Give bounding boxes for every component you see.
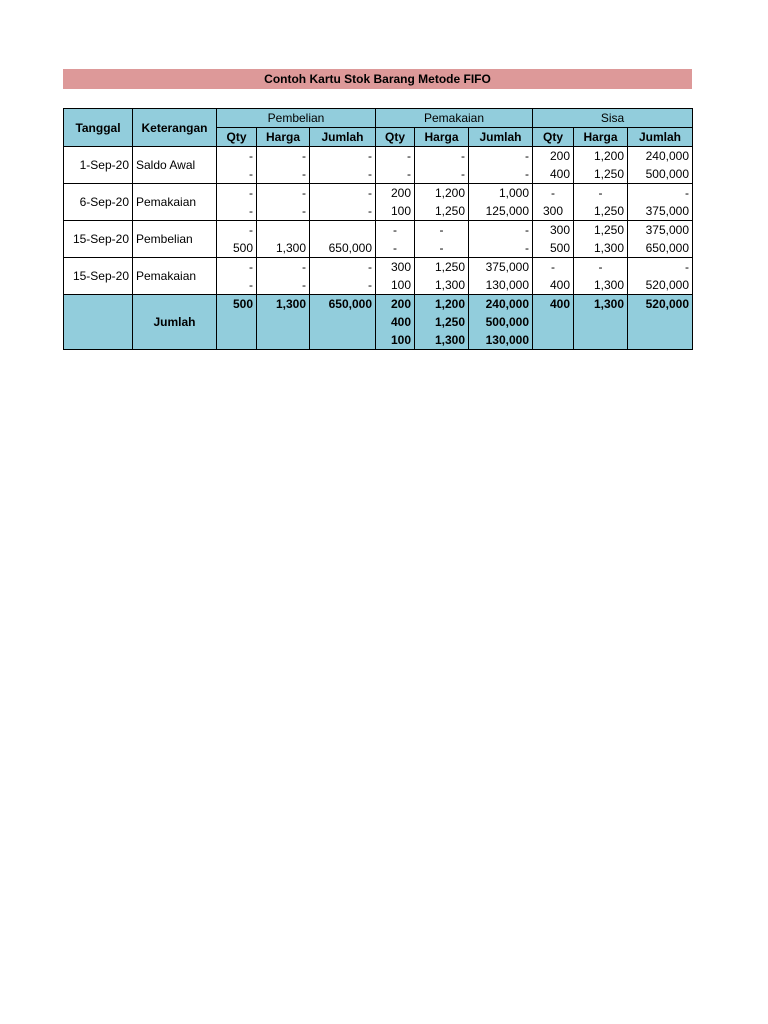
table-row — [64, 258, 693, 277]
total-value-cell: 100 — [376, 331, 415, 350]
value-cell: 100 — [376, 276, 415, 295]
entry-group — [64, 258, 693, 295]
date-cell: 15-Sep-20 — [64, 221, 133, 258]
value-cell: 400 — [533, 276, 574, 295]
header-pemakaian: Pemakaian — [376, 109, 533, 128]
total-date-cell — [64, 295, 133, 350]
value-cell: - — [310, 202, 376, 221]
value-cell: - — [310, 258, 376, 277]
value-cell — [257, 221, 310, 240]
header-jumlah: Jumlah — [310, 128, 376, 147]
value-cell: - — [257, 165, 310, 184]
value-cell: 1,250 — [415, 202, 469, 221]
value-cell: 500,000 — [628, 165, 693, 184]
value-cell: 1,250 — [574, 202, 628, 221]
value-cell: - — [469, 147, 533, 166]
value-cell: - — [257, 276, 310, 295]
header-qty: Qty — [376, 128, 415, 147]
description-cell: Pemakaian — [133, 184, 217, 221]
description-cell: Pembelian — [133, 221, 217, 258]
value-cell: - — [217, 165, 257, 184]
value-cell: 500 — [217, 239, 257, 258]
total-value-cell: 1,250 — [415, 313, 469, 331]
value-cell: 1,300 — [415, 276, 469, 295]
header-harga: Harga — [257, 128, 310, 147]
value-cell: - — [257, 258, 310, 277]
header-qty: Qty — [533, 128, 574, 147]
value-cell: 1,200 — [574, 147, 628, 166]
value-cell: - — [257, 184, 310, 203]
description-cell: Saldo Awal — [133, 147, 217, 184]
value-cell: - — [310, 147, 376, 166]
value-cell: - — [217, 184, 257, 203]
page-title: Contoh Kartu Stok Barang Metode FIFO — [63, 69, 692, 89]
header-harga: Harga — [574, 128, 628, 147]
value-cell: 400 — [533, 165, 574, 184]
table-row — [64, 221, 693, 240]
total-value-cell: 500,000 — [469, 313, 533, 331]
value-cell: 650,000 — [310, 239, 376, 258]
total-value-cell: 1,200 — [415, 295, 469, 314]
header-tanggal: Tanggal — [64, 109, 133, 147]
value-cell: - — [217, 202, 257, 221]
entry-group — [64, 184, 693, 221]
value-cell: 1,250 — [574, 221, 628, 240]
total-value-cell: 1,300 — [257, 295, 310, 350]
table-row — [64, 147, 693, 166]
total-value-cell: 1,300 — [574, 295, 628, 350]
value-cell: - — [217, 147, 257, 166]
entry-group — [64, 147, 693, 184]
date-cell: 1-Sep-20 — [64, 147, 133, 184]
date-cell: 15-Sep-20 — [64, 258, 133, 295]
value-cell: - — [574, 184, 628, 203]
value-cell: - — [469, 239, 533, 258]
value-cell: 1,250 — [574, 165, 628, 184]
table-row — [64, 184, 693, 203]
value-cell: - — [376, 239, 415, 258]
entry-group — [64, 221, 693, 258]
total-value-cell: 240,000 — [469, 295, 533, 314]
value-cell — [310, 221, 376, 240]
header-jumlah: Jumlah — [469, 128, 533, 147]
value-cell: - — [628, 184, 693, 203]
description-cell: Pemakaian — [133, 258, 217, 295]
value-cell: 200 — [376, 184, 415, 203]
total-value-cell: 650,000 — [310, 295, 376, 350]
date-cell: 6-Sep-20 — [64, 184, 133, 221]
value-cell: - — [310, 276, 376, 295]
value-cell: - — [415, 221, 469, 240]
value-cell: 300 — [533, 221, 574, 240]
value-cell: - — [574, 258, 628, 277]
value-cell: 100 — [376, 202, 415, 221]
total-group — [64, 295, 693, 350]
total-row — [64, 295, 693, 314]
value-cell: 1,200 — [415, 184, 469, 203]
value-cell: - — [415, 239, 469, 258]
value-cell: 1,300 — [574, 276, 628, 295]
value-cell: - — [415, 165, 469, 184]
value-cell: - — [310, 165, 376, 184]
header-sisa: Sisa — [533, 109, 693, 128]
value-cell: - — [376, 147, 415, 166]
total-value-cell: 400 — [376, 313, 415, 331]
total-value-cell: 400 — [533, 295, 574, 350]
value-cell: 1,250 — [415, 258, 469, 277]
header-jumlah: Jumlah — [628, 128, 693, 147]
value-cell: 650,000 — [628, 239, 693, 258]
header-harga: Harga — [415, 128, 469, 147]
value-cell: 520,000 — [628, 276, 693, 295]
value-cell: - — [257, 202, 310, 221]
value-cell: - — [310, 184, 376, 203]
value-cell: 500 — [533, 239, 574, 258]
header-keterangan: Keterangan — [133, 109, 217, 147]
header-pembelian: Pembelian — [217, 109, 376, 128]
total-value-cell: 520,000 — [628, 295, 693, 350]
total-value-cell: 130,000 — [469, 331, 533, 350]
value-cell: 300 — [376, 258, 415, 277]
value-cell: 1,300 — [574, 239, 628, 258]
stock-card-table — [63, 108, 693, 350]
value-cell: - — [469, 221, 533, 240]
value-cell: 375,000 — [628, 221, 693, 240]
value-cell: 300 — [533, 202, 574, 221]
value-cell: - — [628, 258, 693, 277]
total-value-cell: 200 — [376, 295, 415, 314]
value-cell: 375,000 — [469, 258, 533, 277]
total-value-cell: 500 — [217, 295, 257, 350]
value-cell: 200 — [533, 147, 574, 166]
value-cell: 240,000 — [628, 147, 693, 166]
total-value-cell: 1,300 — [415, 331, 469, 350]
value-cell: - — [469, 165, 533, 184]
value-cell: 125,000 — [469, 202, 533, 221]
value-cell: - — [217, 221, 257, 240]
value-cell: - — [217, 258, 257, 277]
value-cell: - — [533, 258, 574, 277]
header-qty: Qty — [217, 128, 257, 147]
value-cell: 130,000 — [469, 276, 533, 295]
value-cell: - — [415, 147, 469, 166]
total-label: Jumlah — [133, 295, 217, 350]
value-cell: - — [376, 165, 415, 184]
value-cell: 1,300 — [257, 239, 310, 258]
value-cell: 1,000 — [469, 184, 533, 203]
value-cell: - — [257, 147, 310, 166]
value-cell: - — [217, 276, 257, 295]
value-cell: - — [376, 221, 415, 240]
value-cell: 375,000 — [628, 202, 693, 221]
value-cell: - — [533, 184, 574, 203]
